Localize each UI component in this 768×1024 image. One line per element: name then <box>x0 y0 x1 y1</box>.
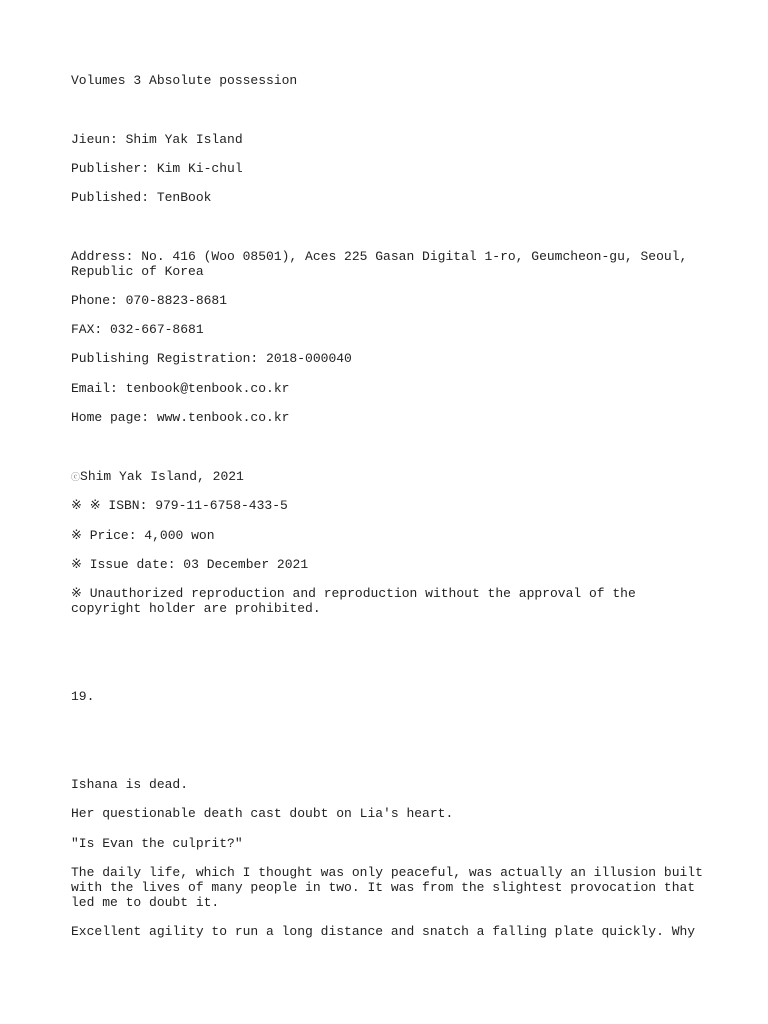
registration-line: Publishing Registration: 2018-000040 <box>71 351 352 366</box>
copyright-icon: ⓒ <box>71 473 81 483</box>
publisher-line: Publisher: Kim Ki-chul <box>71 161 243 176</box>
paragraph: Ishana is dead. <box>71 777 189 792</box>
phone-line: Phone: 070-8823-8681 <box>71 293 228 308</box>
price-line: ※ Price: 4,000 won <box>71 528 215 543</box>
paragraph: Excellent agility to run a long distance and snatch a falling plate quickly. Why <box>71 924 696 939</box>
homepage-line: Home page: www.tenbook.co.kr <box>71 410 290 425</box>
issue-date-line: ※ Issue date: 03 December 2021 <box>71 557 309 572</box>
copyright-text: Shim Yak Island, 2021 <box>80 469 244 484</box>
paragraph: "Is Evan the culprit?" <box>71 836 243 851</box>
document-page <box>71 0 711 1024</box>
published-line: Published: TenBook <box>71 190 212 205</box>
copyright-line <box>71 469 711 486</box>
address-line: Address: No. 416 (Woo 08501), Aces 225 Gasan Digital 1-ro, Geumcheon-gu, Seoul, Republic of Korea <box>71 249 696 279</box>
isbn-line: ※ ※ ISBN: 979-11-6758-433-5 <box>71 498 288 513</box>
paragraph: The daily life, which I thought was only peaceful, was actually an illusion built with the lives of many people in two. It was from the slightest provocation that led me to doubt it. <box>71 865 711 910</box>
copyright-notice: ※ Unauthorized reproduction and reproduction without the approval of the copyright holder are prohibited. <box>71 586 644 616</box>
email-line: Email: tenbook@tenbook.co.kr <box>71 381 290 396</box>
author-line: Jieun: Shim Yak Island <box>71 132 243 147</box>
chapter-number: 19. <box>71 689 95 704</box>
book-title: Volumes 3 Absolute possession <box>71 73 298 88</box>
paragraph: Her questionable death cast doubt on Lia's heart. <box>71 806 454 821</box>
fax-line: FAX: 032-667-8681 <box>71 322 204 337</box>
